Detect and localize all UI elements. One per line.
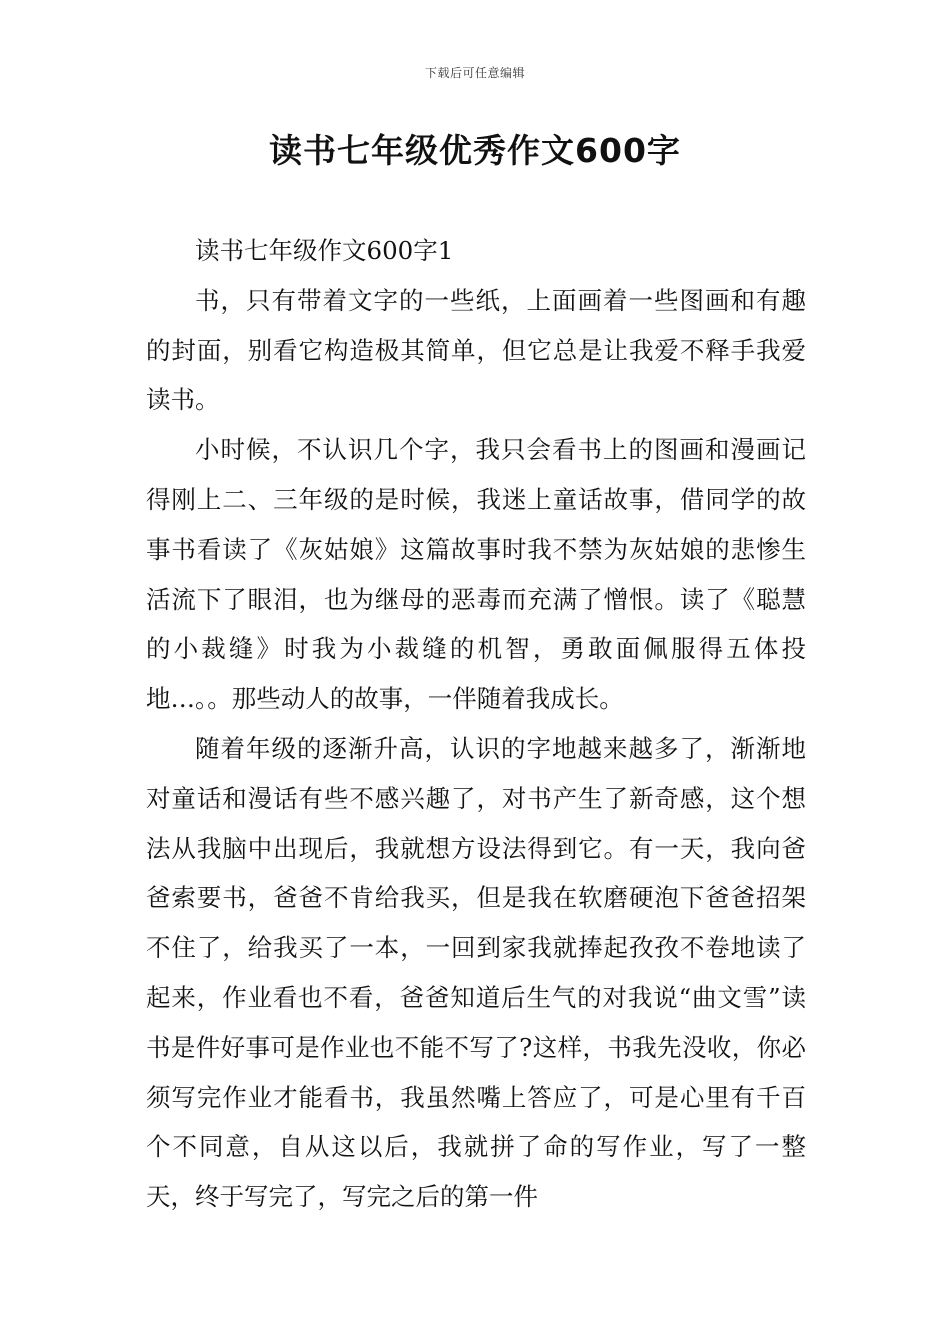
header-note: 下载后可任意编辑 — [424, 66, 525, 80]
paragraph: 小时候，不认识几个字，我只会看书上的图画和漫画记得刚上二、三年级的是时候，我迷上童话故事，借同学的故事书看读了《灰姑娘》这篇故事时我不禁为灰姑娘的悲惨生活流下了眼泪，也为继母的恶毒而充满了憎恨。读了《聪慧的小裁缝》时我为小裁缝的机智，勇敢面佩服得五体投地…。。那些动人的故事，一伴随着我成长。 — [146, 435, 806, 714]
section-heading: 读书七年级作文600字1 — [195, 236, 454, 265]
paragraph: 书，只有带着文字的一些纸，上面画着一些图画和有趣的封面，别看它构造极其简单，但它总是让我爱不释手我爱读书。 — [146, 285, 806, 415]
paragraph: 随着年级的逐渐升高，认识的字地越来越多了，渐渐地对童话和漫话有些不感兴趣了，对书产生了新奇感，这个想法从我脑中出现后，我就想方设法得到它。有一天，我向爸爸索要书，爸爸不肯给我买，但是我在软磨硬泡下爸爸招架不住了，给我买了一本，一回到家我就捧起孜孜不卷地读了起来，作业看也不看，爸爸知道后生气的对我说“曲文雪”读书是件好事可是作业也不能不写了?这样，书我先没收，你必须写完作业才能看书，我虽然嘴上答应了，可是心里有千百个不同意，自从这以后，我就拼了命的写作业，写了一整天，终于写完了，写完之后的第一件 — [146, 733, 806, 1212]
document-body — [146, 226, 806, 1222]
document-title: 读书七年级优秀作文600字 — [269, 131, 681, 170]
